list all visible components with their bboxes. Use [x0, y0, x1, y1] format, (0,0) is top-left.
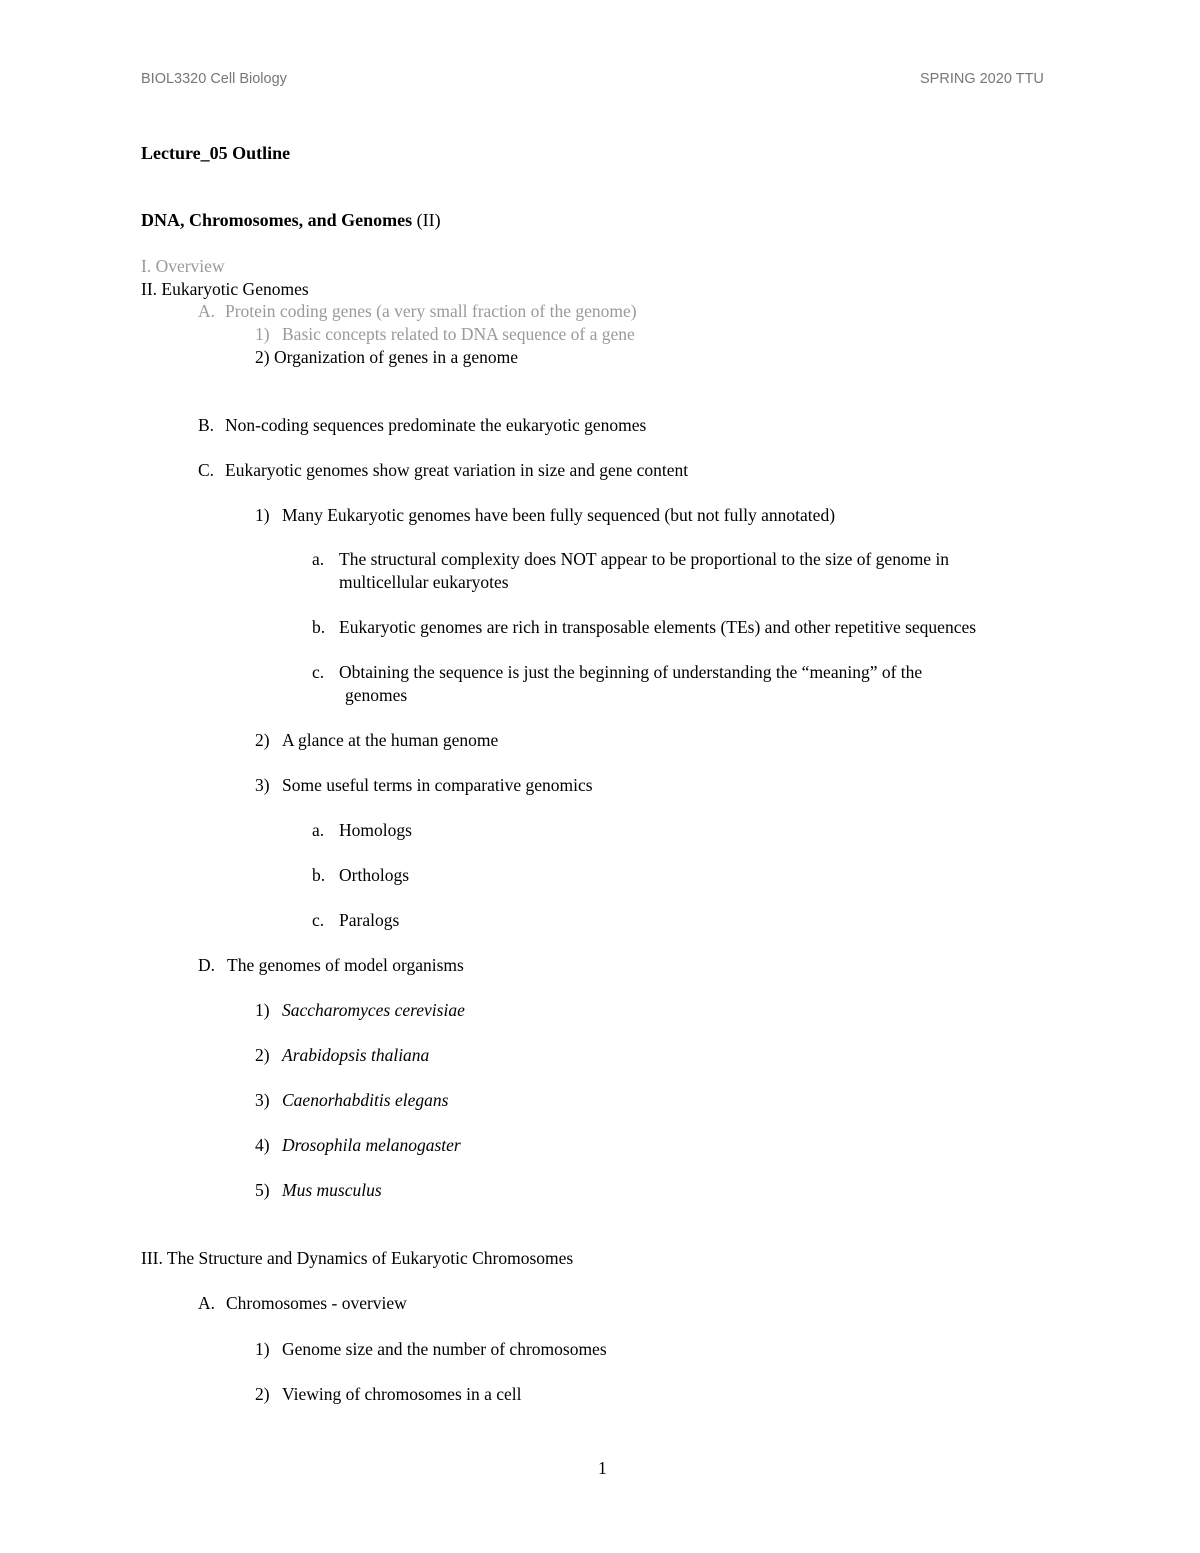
outline-item-2A — [198, 299, 1098, 323]
outline-item-2D1 — [255, 998, 755, 1022]
outline-item-2C3 — [255, 773, 955, 797]
item-text: Many Eukaryotic genomes have been fully sequenced (but not fully annotated) — [282, 505, 836, 525]
section-2-heading: II. Eukaryotic Genomes — [141, 279, 309, 299]
outline-item-3A — [198, 1291, 698, 1315]
item-text: Caenorhabditis elegans — [282, 1090, 449, 1110]
item-text: Genome size and the number of chromosomes — [282, 1339, 607, 1359]
item-marker: 2) — [255, 730, 270, 750]
item-marker: D. — [198, 955, 216, 975]
item-marker: C. — [198, 460, 215, 480]
item-marker: 1) — [255, 324, 270, 344]
item-text: Orthologs — [339, 865, 409, 885]
item-text: Drosophila melanogaster — [282, 1135, 461, 1155]
item-marker: 2) — [255, 1384, 270, 1404]
item-text: Protein coding genes (a very small fraction of the genome) — [225, 301, 637, 321]
outline-item-2C1a — [312, 547, 1112, 595]
item-marker: b. — [312, 617, 326, 637]
item-text: Viewing of chromosomes in a cell — [282, 1384, 522, 1404]
item-text: A glance at the human genome — [282, 730, 499, 750]
outline-item-2C1c — [312, 660, 1112, 708]
item-text: The genomes of model organisms — [227, 955, 464, 975]
item-marker: 1) — [255, 1339, 270, 1359]
item-text-line2: genomes — [345, 685, 408, 705]
item-marker: 1) — [255, 1000, 270, 1020]
item-marker: 4) — [255, 1135, 270, 1155]
subtitle-suffix: (II) — [412, 210, 441, 230]
outline-item-2C3b — [312, 863, 712, 887]
header-course: BIOL3320 Cell Biology — [141, 71, 287, 87]
item-marker: a. — [312, 820, 325, 840]
item-text: Chromosomes - overview — [226, 1293, 407, 1313]
outline-item-2C — [198, 458, 1098, 482]
outline-item-2D4 — [255, 1133, 755, 1157]
item-text: Homologs — [339, 820, 412, 840]
item-marker: 5) — [255, 1180, 270, 1200]
item-text: Paralogs — [339, 910, 400, 930]
item-marker: A. — [198, 1293, 216, 1313]
item-marker: 3) — [255, 1090, 270, 1110]
item-text: Eukaryotic genomes show great variation in size and gene content — [225, 460, 689, 480]
outline-item-2D — [198, 953, 898, 977]
page-number: 1 — [598, 1458, 607, 1478]
item-text-line2: multicellular eukaryotes — [339, 572, 509, 592]
outline-item-2D3 — [255, 1088, 755, 1112]
outline-item-2D5 — [255, 1178, 755, 1202]
item-marker: c. — [312, 662, 325, 682]
outline-item-2A2: 2) Organization of genes in a genome — [255, 347, 519, 367]
subtitle-bold: DNA, Chromosomes, and Genomes — [141, 210, 413, 230]
outline-item-2C3c — [312, 908, 712, 932]
outline-item-2D2 — [255, 1043, 755, 1067]
item-text: Saccharomyces cerevisiae — [282, 1000, 465, 1020]
outline-item-2C1 — [255, 503, 1115, 527]
item-marker: 1) — [255, 505, 270, 525]
item-text: Mus musculus — [282, 1180, 382, 1200]
outline-item-2B — [198, 413, 1098, 437]
item-text: Basic concepts related to DNA sequence of a gene — [282, 324, 635, 344]
item-text: Some useful terms in comparative genomics — [282, 775, 593, 795]
item-marker: A. — [198, 301, 216, 321]
item-text: Non-coding sequences predominate the eukaryotic genomes — [225, 415, 647, 435]
item-marker: b. — [312, 865, 326, 885]
outline-item-2A1 — [255, 322, 1095, 346]
item-marker: a. — [312, 549, 325, 569]
section-3-heading: III. The Structure and Dynamics of Eukaryotic Chromosomes — [141, 1248, 574, 1268]
header-term: SPRING 2020 TTU — [920, 71, 1044, 87]
item-text-line1: The structural complexity does NOT appear to be proportional to the size of genome in — [339, 549, 950, 569]
item-text-line1: Obtaining the sequence is just the beginning of understanding the “meaning” of the — [339, 662, 923, 682]
item-text: Arabidopsis thaliana — [282, 1045, 430, 1065]
outline-item-2C1b — [312, 615, 1112, 639]
item-marker: 3) — [255, 775, 270, 795]
outline-item-2C2 — [255, 728, 955, 752]
document-subtitle — [141, 208, 441, 232]
section-1-heading: I. Overview — [141, 256, 225, 276]
item-text: Eukaryotic genomes are rich in transposable elements (TEs) and other repetitive sequences — [339, 617, 977, 637]
item-marker: c. — [312, 910, 325, 930]
document-title: Lecture_05 Outline — [141, 143, 291, 163]
item-marker: B. — [198, 415, 215, 435]
outline-item-2C3a — [312, 818, 712, 842]
item-marker: 2) — [255, 1045, 270, 1065]
outline-item-3A1 — [255, 1337, 855, 1361]
outline-item-3A2 — [255, 1382, 855, 1406]
